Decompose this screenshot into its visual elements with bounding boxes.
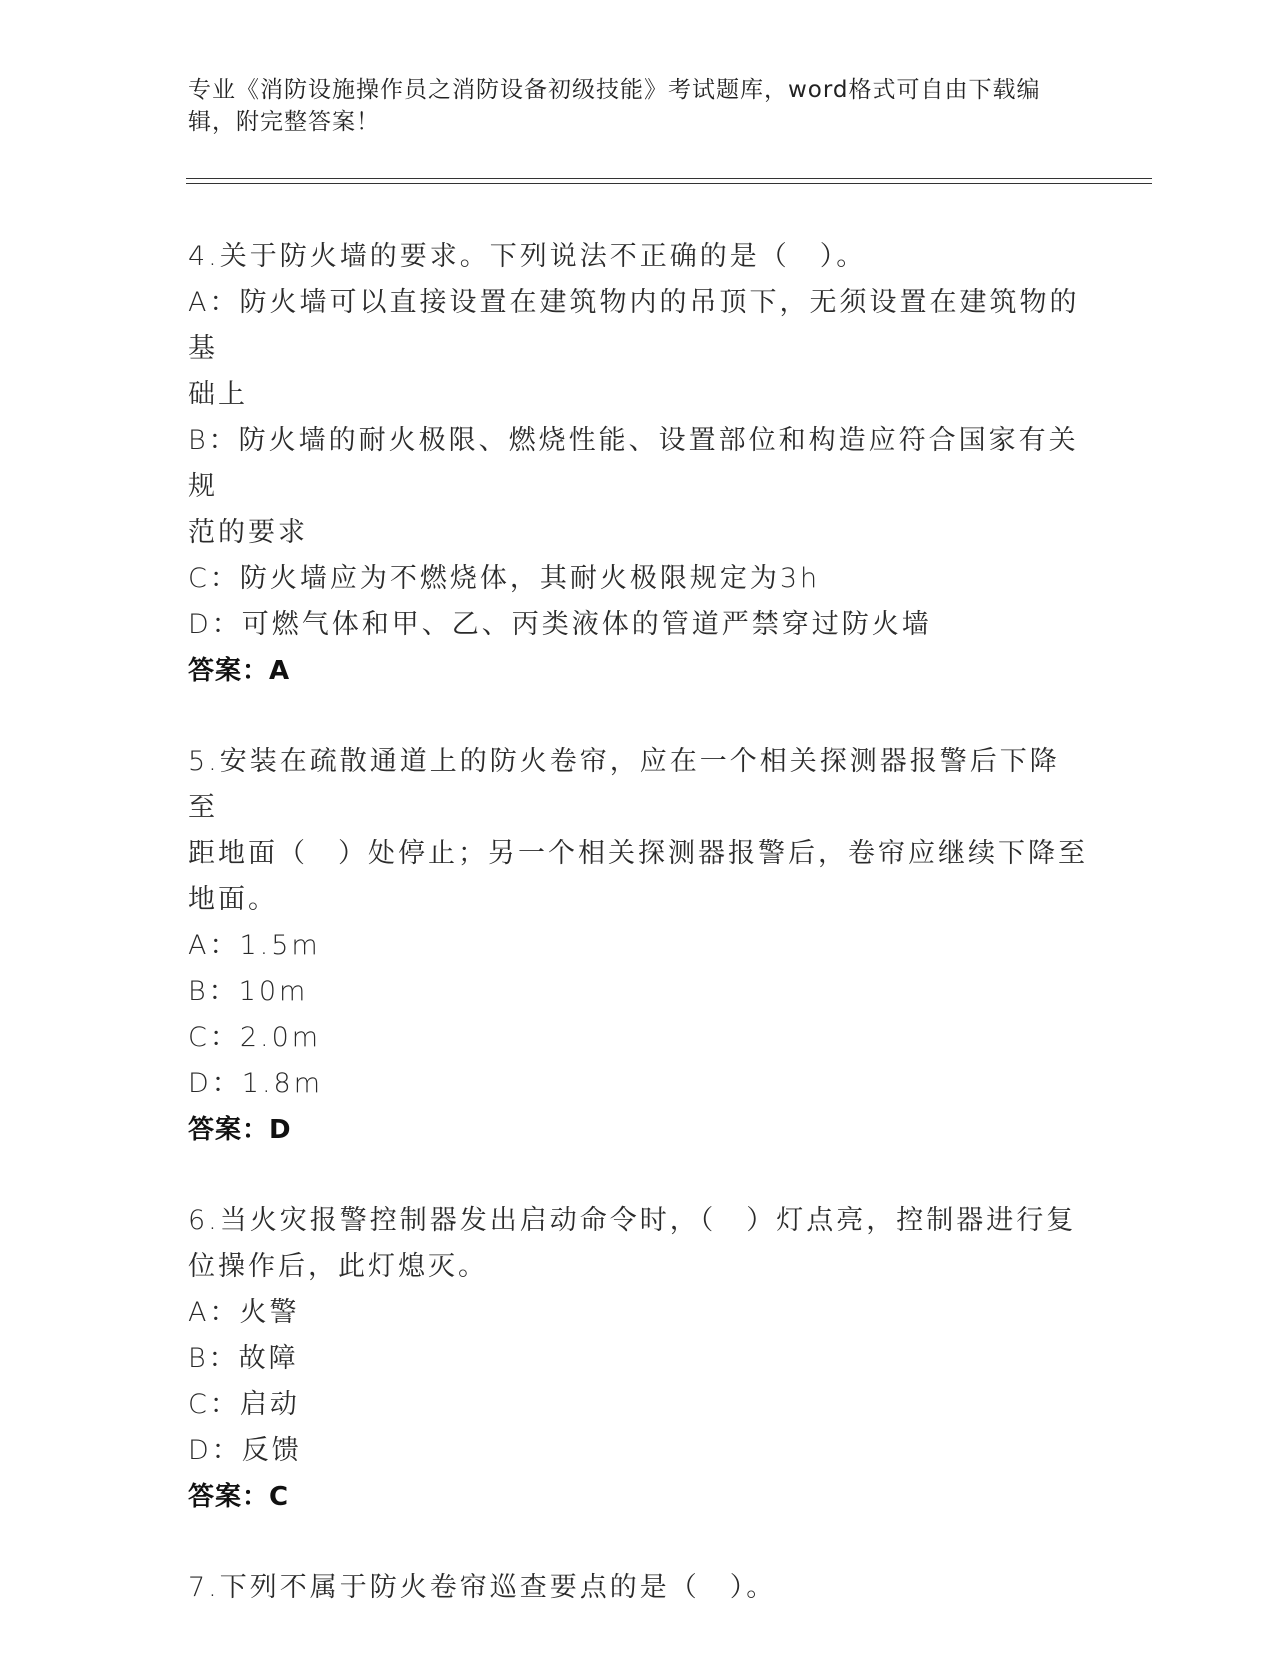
answer-option: B：故障 [188,1343,299,1374]
question-block [188,234,1088,694]
question-stem: 位操作后，此灯熄灭。 [188,1251,488,1282]
answer-key: 答案：A [188,656,291,686]
question-stem: 距地面（ ）处停止；另一个相关探测器报警后，卷帘应继续下降至 [188,838,1088,869]
question-stem: 5.安装在疏散通道上的防火卷帘，应在一个相关探测器报警后下降至 [188,746,1060,823]
answer-option: C：2.0m [188,1022,322,1053]
question-block [188,1198,1088,1520]
question-stem: 4.关于防火墙的要求。下列说法不正确的是（ ）。 [188,241,867,272]
answer-option: B：10m [188,976,309,1007]
answer-option: D：1.8m [188,1068,324,1099]
header-line-2: 辑，附完整答案！ [188,109,380,135]
answer-option: D：可燃气体和甲、乙、丙类液体的管道严禁穿过防火墙 [188,609,932,640]
question-stem: 6.当火灾报警控制器发出启动命令时，（ ）灯点亮，控制器进行复 [188,1205,1077,1236]
answer-key: 答案：C [188,1482,290,1512]
question-stem: 地面。 [188,884,278,915]
header-line-1: 专业《消防设施操作员之消防设备初级技能》考试题库，word格式可自由下载编 [188,77,1041,103]
question-block [188,739,1088,1153]
question-block [188,1565,1088,1611]
question-list [188,234,1088,1656]
answer-option: C：防火墙应为不燃烧体，其耐火极限规定为3h [188,563,821,594]
answer-option: A：1.5m [188,930,321,961]
answer-option: C：启动 [188,1389,300,1420]
answer-option: A：火警 [188,1297,300,1328]
question-stem: 7.下列不属于防火卷帘巡查要点的是（ ）。 [188,1572,777,1603]
header-rule-bottom [186,183,1152,184]
answer-key: 答案：D [188,1115,292,1145]
answer-option: 础上 [188,379,248,410]
answer-option: B：防火墙的耐火极限、燃烧性能、设置部位和构造应符合国家有关规 [188,425,1079,502]
answer-option: 范的要求 [188,517,308,548]
document-header [188,74,1068,138]
answer-option: D：反馈 [188,1435,302,1466]
answer-option: A：防火墙可以直接设置在建筑物内的吊顶下，无须设置在建筑物的基 [188,287,1080,364]
header-rule-top [186,178,1152,179]
